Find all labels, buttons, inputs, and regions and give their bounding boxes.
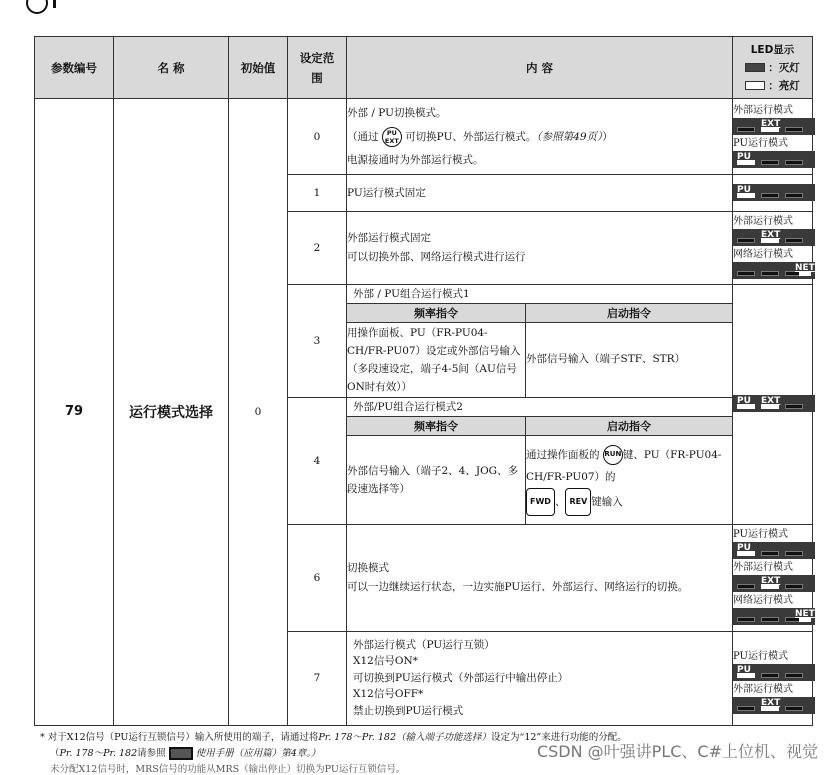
footnote-text: 请参照 [137,748,166,759]
footnote-text: （ [50,748,60,759]
content-line: 可切换到PU运行模式（外部运行中输出停止） [353,671,569,684]
legend-on [733,77,812,95]
page-reference: （参照第49页） [536,130,603,143]
led-text: PU [737,151,751,162]
footnote-line-2 [50,745,321,760]
command-table [346,416,733,524]
footnote-text: * 对于X12信号（PU运行互锁信号）输入所使用的端子，请通过将 [40,732,319,743]
content-text: 通过操作面板的 [526,448,600,461]
param-name: 运行模式选择 [114,99,229,726]
led-mode-label: PU运行模式 [733,651,788,662]
led-mode-label: PU运行模式 [733,529,788,540]
header-content: 内 容 [347,37,733,99]
header-range: 设定范围 [288,37,347,99]
range-value: 1 [288,175,347,212]
table-row [35,99,813,175]
freq-command-text: 用操作面板、PU（FR-PU04-CH/FR-PU07）设定或外部信号输入（多段速设定，端子4-5间（AU信号ON时有效）） [347,323,526,397]
led-off-swatch-icon [745,63,765,72]
led-text: EXT [761,118,781,129]
range-value: 0 [288,99,347,175]
command-table [346,303,733,397]
header-row [35,37,813,99]
content-line: 电源接通时为外部运行模式。 [347,153,484,166]
led-display-net [733,608,815,625]
combo-title: 外部 / PU组合运行模式1 [347,285,732,304]
led-text: PU [737,543,751,553]
pu-ext-key-icon [382,127,402,147]
footnote-text: 设定为“12”来进行功能的分配。 [490,732,627,743]
led-text: PU [737,396,751,407]
led-display-pu [733,184,815,201]
range-value: 4 [288,398,347,525]
fwd-key-icon: FWD [526,488,555,516]
content-line: 可以切换外部、网络运行模式进行运行 [347,251,526,263]
content-line: 外部运行模式（PU运行互锁） [353,638,495,651]
header-led [733,37,813,99]
led-cell [733,175,813,212]
row-content [347,524,733,631]
start-command-header: 启动指令 [526,304,733,323]
led-text: EXT [761,396,781,407]
led-text: PU [737,185,751,195]
run-key-icon: RUN [603,445,623,465]
led-mode-label: PU运行模式 [733,137,788,149]
row-content [347,398,733,525]
led-display-pu-ext [733,395,815,412]
led-mode-label: 网络运行模式 [733,249,793,260]
led-text: EXT [761,230,781,240]
start-command-text: 外部信号输入（端子STF、STR） [526,323,733,397]
led-text: EXT [761,698,781,708]
content-line [347,127,732,147]
led-text: EXT [761,576,781,586]
content-line: 外部 / PU切换模式。 [347,106,447,119]
row-content [347,99,733,175]
row-content [347,631,733,725]
rev-key-icon: REV [565,488,591,516]
param-number: 79 [35,99,114,726]
led-cell [733,212,813,285]
start-command-text [526,436,733,524]
footnote-line-3: 未分配X12信号时，MRS信号的功能从MRS（输出停止）切换为PU运行互锁信号。 [50,764,406,775]
range-value: 7 [288,631,347,725]
led-mode-label: 外部运行模式 [733,562,793,573]
led-mode-label: 外部运行模式 [733,684,793,695]
combo-title: 外部/PU组合运行模式2 [347,398,732,417]
led-cell [733,631,813,725]
led-header-title: LED显示 [750,43,795,56]
content-line: 可以一边继续运行状态，一边实施PU运行、外部运行、网络运行的切换。 [347,580,689,593]
footnote-ref: Pr. 178～Pr. 182 [59,748,138,759]
csdn-watermark: CSDN @叶强讲PLC、C#上位机、视觉 [536,742,818,761]
content-line: X12信号ON* [353,655,418,668]
content-line: PU运行模式固定 [347,175,733,212]
start-command-header: 启动指令 [526,417,733,436]
legend-on-label: ：亮灯 [768,79,800,92]
param-initial: 0 [229,99,288,726]
led-display-pu [733,664,815,681]
led-text: NET [795,263,815,273]
manual-book-icon [169,747,193,760]
header-param-no: 参数编号 [35,37,114,99]
content-text: 可切换PU、外部运行模式。 [405,130,537,143]
content-text: ） [602,130,613,143]
range-value: 2 [288,212,347,285]
led-display-net [733,262,815,279]
led-display-ext [733,697,815,714]
led-display-ext [733,229,815,246]
row-content [347,285,733,398]
content-text: 键输入 [591,495,623,508]
header-name: 名 称 [114,37,229,99]
parameter-table [34,36,813,726]
led-display-pu [733,542,815,559]
led-cell [733,524,813,631]
content-line: 切换模式 [347,561,389,574]
led-display-pu [733,151,815,168]
legend-off [733,59,812,77]
led-cell [733,99,813,175]
key-bottom-label: EXT [384,136,399,145]
content-line: X12信号OFF* [353,688,424,701]
content-line: 禁止切换到PU运行模式 [353,704,464,717]
key-top-label: PU [386,128,397,137]
led-mode-label: 外部运行模式 [733,104,793,116]
row-content [347,212,733,285]
footnote-ref: 使用手册（应用篇）第4章。） [195,748,321,759]
freq-command-text: 外部信号输入（端子2、4、JOG、多段速选择等） [347,436,526,524]
led-on-swatch-icon [745,81,765,90]
range-value: 6 [288,524,347,631]
section-logo-icon [26,0,48,14]
freq-command-header: 频率指令 [347,417,526,436]
led-cell [733,285,813,525]
range-value: 3 [288,285,347,398]
content-text: 、 [554,495,566,508]
header-initial: 初始值 [229,37,288,99]
footnote-ref: Pr. 178～Pr. 182（输入端子功能选择） [318,732,491,743]
section-logo-bar [53,0,56,8]
led-mode-label: 网络运行模式 [733,595,793,606]
led-display-ext [733,118,815,135]
content-line: 外部运行模式固定 [347,232,431,244]
content-text: （通过 [347,130,379,143]
led-text: PU [737,665,751,675]
led-mode-label: 外部运行模式 [733,216,793,227]
led-display-ext [733,575,815,592]
legend-off-label: ：灭灯 [768,61,800,74]
led-text: NET [795,609,815,619]
freq-command-header: 频率指令 [347,304,526,323]
content-text: 键、PU（FR-PU04-CH/FR-PU07）的 [526,448,722,483]
